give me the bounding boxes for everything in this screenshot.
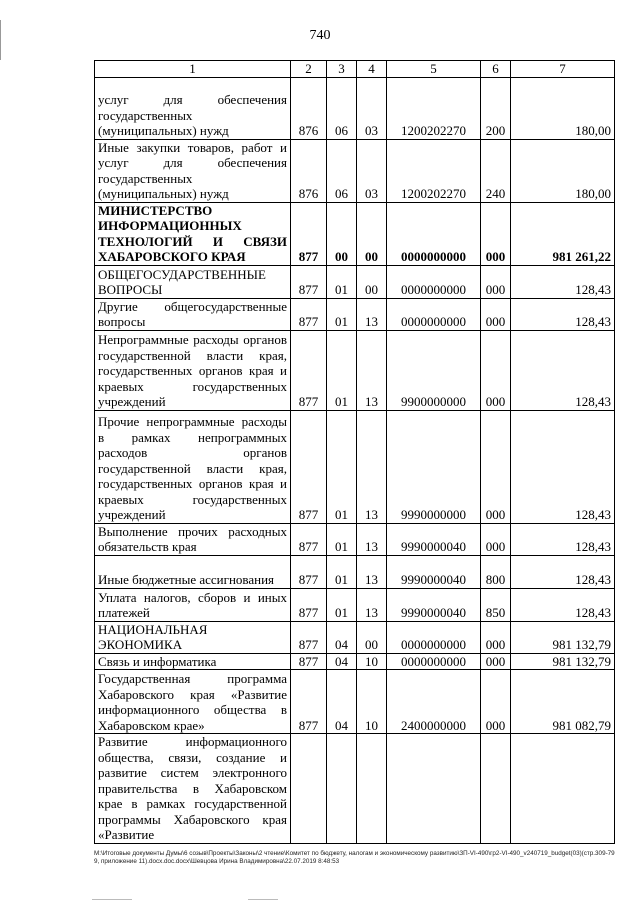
amount [511,734,615,844]
scan-edge-mark [92,899,132,900]
section-code: 04 [327,670,357,734]
section-code: 01 [327,523,357,555]
expense-name: Иные бюджетные ассигнования [95,555,291,588]
section-code: 01 [327,588,357,621]
section-code: 01 [327,265,357,298]
section-code: 01 [327,410,357,523]
table-row [95,621,615,653]
subsection-code: 03 [357,77,387,139]
target-article-code: 9990000000 [387,410,481,523]
document-path-footer: M:\Итоговые документы Думы\6 созыв\Проекты\Законы\2 чтение\Комитет по бюджету, налогам и экономическому развитию\ЗП-VI-490\гр2-VI-490_v240719_budget(03)(стр.309-799, приложение 11).docx.doc.docx\Шевцова Ирина Владимировна\22.07.2019 8:48:53 [94,850,615,865]
subsection-code: 03 [357,139,387,202]
subsection-code: 10 [357,670,387,734]
subsection-code: 00 [357,202,387,265]
subsection-code: 13 [357,555,387,588]
subsection-code: 10 [357,653,387,670]
ministry-code: 877 [291,265,327,298]
ministry-code: 877 [291,202,327,265]
target-article-code [387,734,481,844]
subsection-code: 13 [357,410,387,523]
expense-name: Прочие непрограммные расходы в рамках непрограммных расходов органов государственной власти края, государственных органов края и краевых государственных учреждений [95,410,291,523]
amount: 128,43 [511,523,615,555]
section-code: 04 [327,653,357,670]
subsection-code: 00 [357,621,387,653]
header-cell: 2 [291,61,327,78]
amount: 981 132,79 [511,621,615,653]
expense-type-code: 000 [481,410,511,523]
expense-name: Развитие информационного общества, связи, создание и развитие систем электронного правительства в Хабаровском крае в рамках государственной программы Хабаровского края «Развитие [95,734,291,844]
expense-type-code: 000 [481,265,511,298]
subsection-code: 13 [357,298,387,330]
table-row [95,77,615,139]
ministry-code [291,734,327,844]
header-cell: 3 [327,61,357,78]
amount: 128,43 [511,265,615,298]
table-row [95,265,615,298]
amount: 128,43 [511,555,615,588]
expense-type-code: 000 [481,670,511,734]
expense-name: Государственная программа Хабаровского края «Развитие информационного общества в Хабаровском крае» [95,670,291,734]
expense-type-code: 000 [481,621,511,653]
expense-name: МИНИСТЕРСТВО ИНФОРМАЦИОННЫХ ТЕХНОЛОГИЙ И СВЯЗИ ХАБАРОВСКОГО КРАЯ [95,202,291,265]
header-cell: 4 [357,61,387,78]
amount: 981 261,22 [511,202,615,265]
target-article-code: 2400000000 [387,670,481,734]
target-article-code: 1200202270 [387,139,481,202]
expense-type-code [481,734,511,844]
target-article-code: 0000000000 [387,202,481,265]
expense-type-code: 000 [481,202,511,265]
header-cell: 5 [387,61,481,78]
section-code: 01 [327,555,357,588]
ministry-code: 876 [291,77,327,139]
section-code: 06 [327,77,357,139]
section-code: 01 [327,298,357,330]
subsection-code: 13 [357,588,387,621]
target-article-code: 1200202270 [387,77,481,139]
ministry-code: 877 [291,410,327,523]
ministry-code: 877 [291,330,327,410]
target-article-code: 0000000000 [387,298,481,330]
ministry-code: 877 [291,588,327,621]
table-row [95,139,615,202]
expense-type-code: 200 [481,77,511,139]
table-row [95,555,615,588]
expense-type-code: 000 [481,330,511,410]
expense-name: Непрограммные расходы органов государственной власти края, государственных органов края и краевых государственных учреждений [95,330,291,410]
amount: 128,43 [511,588,615,621]
table-row [95,670,615,734]
section-code: 01 [327,330,357,410]
expense-name: Иные закупки товаров, работ и услуг для обеспечения государственных (муниципальных) нужд [95,139,291,202]
expense-name: ОБЩЕГОСУДАРСТВЕННЫЕ ВОПРОСЫ [95,265,291,298]
ministry-code: 877 [291,523,327,555]
expense-type-code: 800 [481,555,511,588]
target-article-code: 9990000040 [387,588,481,621]
table-row [95,588,615,621]
ministry-code: 877 [291,670,327,734]
table-row [95,410,615,523]
target-article-code: 0000000000 [387,621,481,653]
expense-name: Выполнение прочих расходных обязательств края [95,523,291,555]
subsection-code: 13 [357,330,387,410]
expense-name: НАЦИОНАЛЬНАЯ ЭКОНОМИКА [95,621,291,653]
header-cell: 6 [481,61,511,78]
expense-type-code: 240 [481,139,511,202]
table-row [95,202,615,265]
expense-type-code: 000 [481,298,511,330]
expense-type-code: 000 [481,523,511,555]
target-article-code: 0000000000 [387,265,481,298]
subsection-code: 00 [357,265,387,298]
expense-name: Уплата налогов, сборов и иных платежей [95,588,291,621]
section-code: 06 [327,139,357,202]
expense-type-code: 850 [481,588,511,621]
subsection-code [357,734,387,844]
amount: 128,43 [511,410,615,523]
ministry-code: 877 [291,653,327,670]
header-row [95,61,615,78]
expense-name: услуг для обеспечения государственных (муниципальных) нужд [95,77,291,139]
ministry-code: 877 [291,621,327,653]
page-number: 740 [309,28,331,43]
header-cell: 7 [511,61,615,78]
expense-type-code: 000 [481,653,511,670]
expense-name: Другие общегосударственные вопросы [95,298,291,330]
scan-edge-mark [248,899,278,900]
amount: 180,00 [511,139,615,202]
table-row [95,653,615,670]
table-row [95,523,615,555]
target-article-code: 0000000000 [387,653,481,670]
table-row [95,298,615,330]
expense-name: Связь и информатика [95,653,291,670]
target-article-code: 9990000040 [387,555,481,588]
subsection-code: 13 [357,523,387,555]
ministry-code: 877 [291,555,327,588]
section-code [327,734,357,844]
budget-table [94,60,615,844]
ministry-code: 877 [291,298,327,330]
amount: 128,43 [511,330,615,410]
amount: 981 132,79 [511,653,615,670]
section-code: 04 [327,621,357,653]
section-code: 00 [327,202,357,265]
amount: 128,43 [511,298,615,330]
target-article-code: 9990000040 [387,523,481,555]
ministry-code: 876 [291,139,327,202]
table-row [95,330,615,410]
table-row [95,734,615,844]
amount: 981 082,79 [511,670,615,734]
amount: 180,00 [511,77,615,139]
target-article-code: 9900000000 [387,330,481,410]
header-cell: 1 [95,61,291,78]
